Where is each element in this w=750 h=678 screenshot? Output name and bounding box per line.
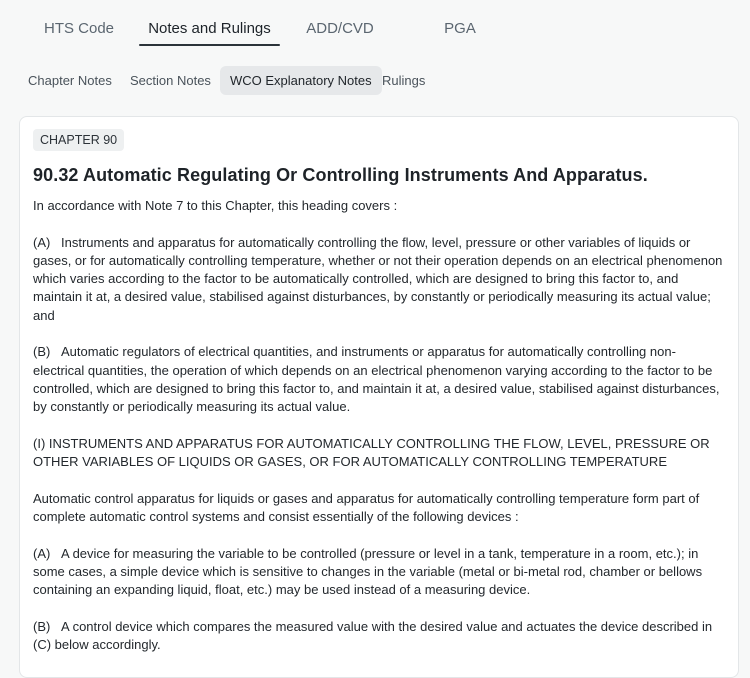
subtab-wco-explanatory-notes[interactable]	[220, 66, 382, 95]
paragraph-text: (I) INSTRUMENTS AND APPARATUS FOR AUTOMATICALLY CONTROLLING THE FLOW, LEVEL, PRESSURE OR OTHER VARIABLES OF LIQUIDS OR GASES, OR FOR AUTOMATICALLY CONTROLLING TEMPERATURE	[33, 435, 710, 470]
top-tab-bar	[0, 0, 750, 52]
paragraph-device-a	[33, 545, 726, 600]
section-i-intro	[33, 490, 726, 527]
subtab-rulings[interactable]	[372, 66, 435, 95]
paragraph-b	[33, 343, 726, 416]
paragraph-marker: (B)	[33, 618, 51, 634]
subtab-label: WCO Explanatory Notes	[230, 73, 372, 88]
paragraph-a	[33, 234, 726, 325]
tab-hts-code[interactable]	[40, 14, 118, 46]
notes-content	[33, 197, 726, 673]
paragraph-text: Automatic regulators of electrical quantities, and instruments or apparatus for automatically controlling non-electrical quantities, the operation of which depends on an electrical phenomenon varying according to the factor to be controlled, which are designed to bring this factor to, and maintain it at, a desired value, stabilised against disturbances, by constantly or periodically measuring its actual value.	[33, 344, 720, 415]
tab-pga[interactable]	[436, 14, 484, 46]
tab-add-cvd[interactable]	[300, 14, 380, 46]
heading-title: 90.32 Automatic Regulating Or Controlling Instruments And Apparatus.	[33, 165, 648, 185]
tab-label: Notes and Rulings	[148, 20, 271, 37]
paragraph-text: A device for measuring the variable to be controlled (pressure or level in a tank, temperature in a room, etc.); in some cases, a simple device which is sensitive to changes in the variable (metal or bi-metal rod, chamber or bellows containing an expanding liquid, float, etc.) may be used instead of a measuring device.	[33, 545, 703, 598]
paragraph-marker: (A)	[33, 234, 51, 250]
tab-notes-and-rulings[interactable]	[139, 14, 280, 46]
subtab-label: Rulings	[382, 73, 426, 88]
explanatory-notes-card	[19, 116, 739, 678]
paragraph-device-b	[33, 618, 726, 655]
tab-label: HTS Code	[43, 20, 115, 37]
tab-label: ADD/CVD	[306, 20, 374, 37]
section-i-title	[33, 435, 726, 472]
subtab-section-notes[interactable]	[120, 66, 221, 95]
active-tab-indicator	[139, 44, 280, 46]
subtab-label: Chapter Notes	[28, 73, 112, 88]
paragraph-text: Automatic control apparatus for liquids or gases and apparatus for automatically controlling temperature form part of complete automatic control systems and consist essentially of the following devices :	[33, 490, 700, 525]
subtab-label: Section Notes	[130, 73, 211, 88]
paragraph-text: Instruments and apparatus for automatically controlling the flow, level, pressure or other variables of liquids or gases, or for automatically controlling temperature, whether or not their operation depends on an electrical phenomenon which varies according to the factor to be automatically controlled, which are designed to bring this factor to, and maintain it at, a desired value, stabilised against disturbances, by constantly or periodically measuring its actual value; and	[33, 234, 723, 323]
paragraph-marker: (B)	[33, 344, 51, 360]
paragraph-marker: (A)	[33, 545, 51, 561]
tab-label: PGA	[444, 20, 476, 37]
subtab-chapter-notes[interactable]	[18, 66, 122, 95]
chapter-badge: CHAPTER 90	[33, 129, 124, 151]
paragraph-text: A control device which compares the measured value with the desired value and actuates the device described in (C) below accordingly.	[33, 618, 713, 653]
intro-paragraph: In accordance with Note 7 to this Chapter, this heading covers :	[33, 198, 398, 213]
